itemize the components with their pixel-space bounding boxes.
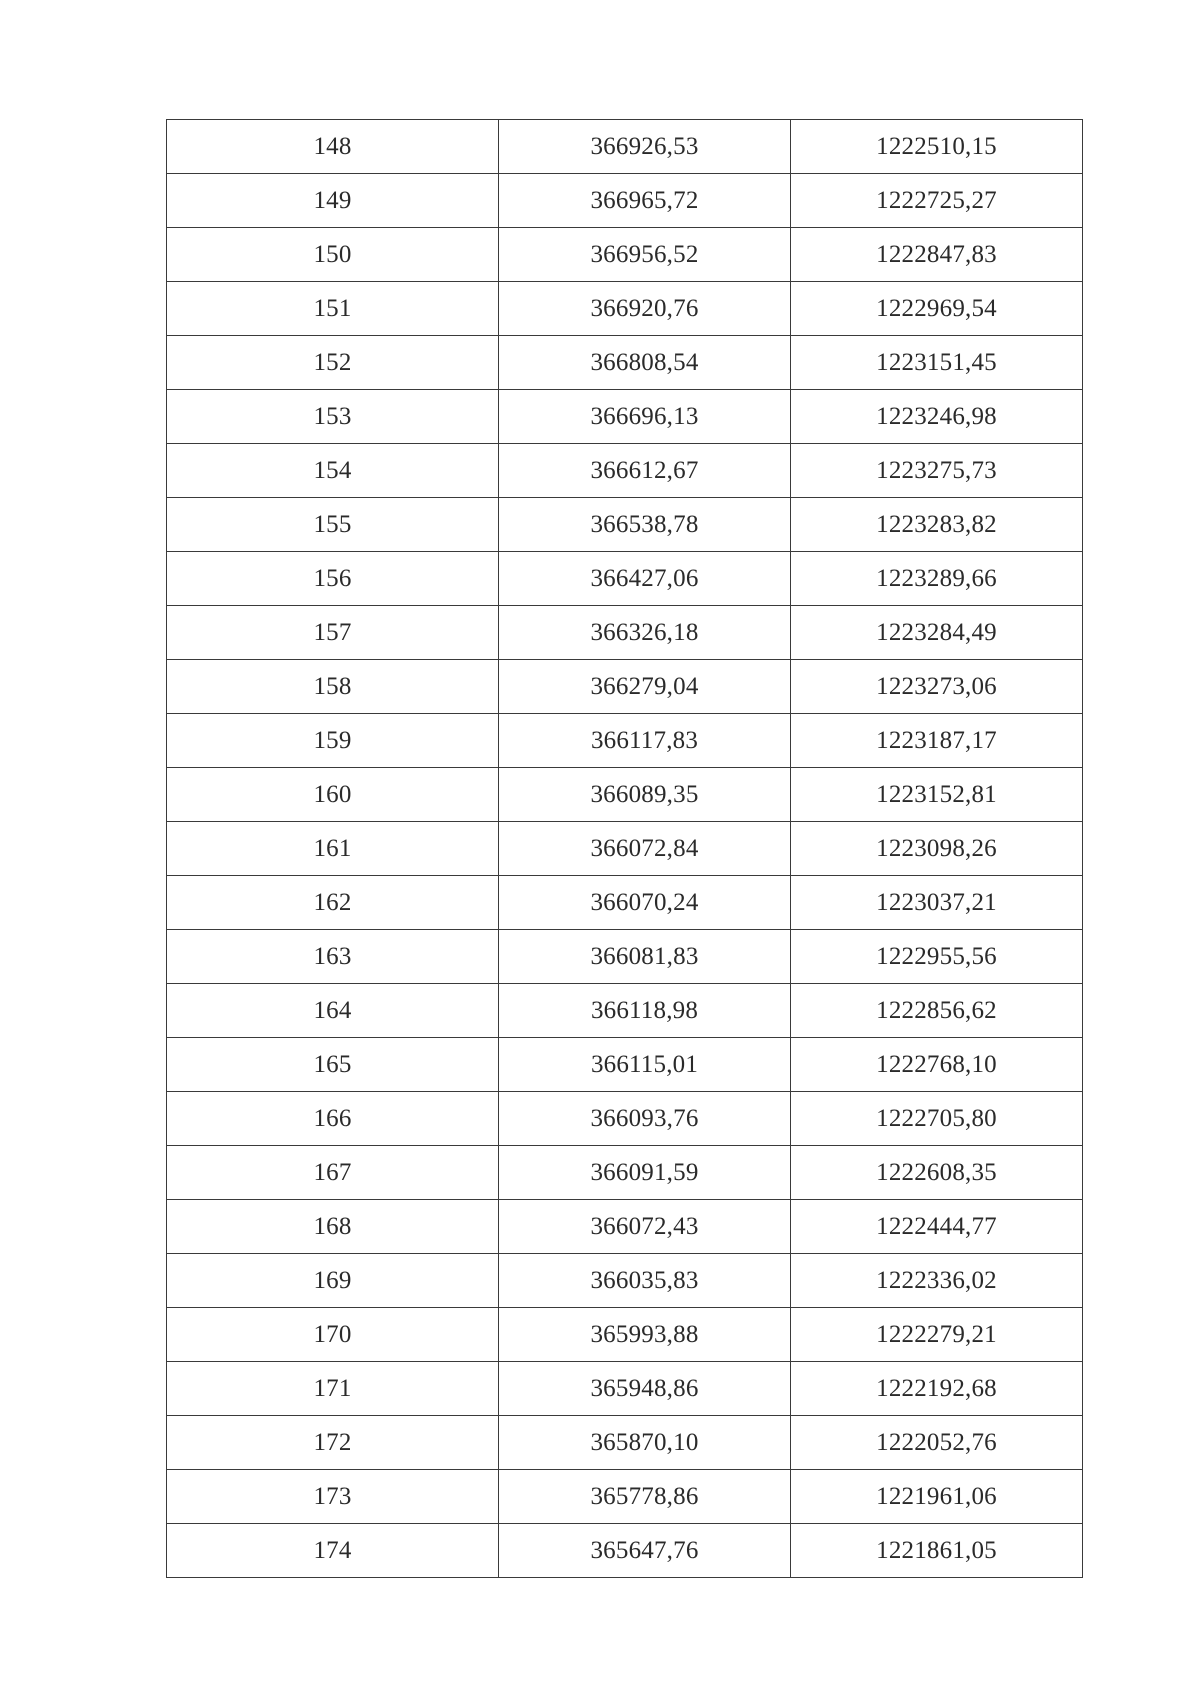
table-row — [167, 1308, 1083, 1362]
point-number-cell: 167 — [167, 1146, 499, 1200]
y-coordinate-cell: 1223275,73 — [791, 444, 1083, 498]
y-coordinate-cell: 1222279,21 — [791, 1308, 1083, 1362]
point-number-cell: 159 — [167, 714, 499, 768]
x-coordinate-cell: 366926,53 — [499, 120, 791, 174]
y-coordinate-cell: 1222955,56 — [791, 930, 1083, 984]
y-coordinate-cell: 1222336,02 — [791, 1254, 1083, 1308]
x-coordinate-cell: 366326,18 — [499, 606, 791, 660]
y-coordinate-cell: 1223284,49 — [791, 606, 1083, 660]
point-number-cell: 164 — [167, 984, 499, 1038]
x-coordinate-cell: 365993,88 — [499, 1308, 791, 1362]
point-number-cell: 155 — [167, 498, 499, 552]
table-row — [167, 228, 1083, 282]
y-coordinate-cell: 1222192,68 — [791, 1362, 1083, 1416]
table-row — [167, 336, 1083, 390]
table-row — [167, 1524, 1083, 1578]
point-number-cell: 171 — [167, 1362, 499, 1416]
x-coordinate-cell: 366427,06 — [499, 552, 791, 606]
x-coordinate-cell: 366091,59 — [499, 1146, 791, 1200]
y-coordinate-cell: 1223152,81 — [791, 768, 1083, 822]
point-number-cell: 163 — [167, 930, 499, 984]
x-coordinate-cell: 366070,24 — [499, 876, 791, 930]
y-coordinate-cell: 1222768,10 — [791, 1038, 1083, 1092]
x-coordinate-cell: 366956,52 — [499, 228, 791, 282]
y-coordinate-cell: 1222847,83 — [791, 228, 1083, 282]
y-coordinate-cell: 1223037,21 — [791, 876, 1083, 930]
y-coordinate-cell: 1222052,76 — [791, 1416, 1083, 1470]
x-coordinate-cell: 365870,10 — [499, 1416, 791, 1470]
y-coordinate-cell: 1221861,05 — [791, 1524, 1083, 1578]
y-coordinate-cell: 1222608,35 — [791, 1146, 1083, 1200]
table-row — [167, 876, 1083, 930]
point-number-cell: 156 — [167, 552, 499, 606]
y-coordinate-cell: 1223246,98 — [791, 390, 1083, 444]
coordinates-table-container — [166, 119, 1082, 1578]
x-coordinate-cell: 366117,83 — [499, 714, 791, 768]
y-coordinate-cell: 1223151,45 — [791, 336, 1083, 390]
table-row — [167, 282, 1083, 336]
x-coordinate-cell: 366118,98 — [499, 984, 791, 1038]
x-coordinate-cell: 366081,83 — [499, 930, 791, 984]
y-coordinate-cell: 1222705,80 — [791, 1092, 1083, 1146]
y-coordinate-cell: 1222510,15 — [791, 120, 1083, 174]
table-row — [167, 1200, 1083, 1254]
point-number-cell: 152 — [167, 336, 499, 390]
table-row — [167, 714, 1083, 768]
y-coordinate-cell: 1223273,06 — [791, 660, 1083, 714]
x-coordinate-cell: 366072,84 — [499, 822, 791, 876]
point-number-cell: 165 — [167, 1038, 499, 1092]
y-coordinate-cell: 1223187,17 — [791, 714, 1083, 768]
point-number-cell: 174 — [167, 1524, 499, 1578]
table-row — [167, 1146, 1083, 1200]
table-row — [167, 390, 1083, 444]
x-coordinate-cell: 365647,76 — [499, 1524, 791, 1578]
y-coordinate-cell: 1223283,82 — [791, 498, 1083, 552]
table-row — [167, 498, 1083, 552]
point-number-cell: 161 — [167, 822, 499, 876]
point-number-cell: 148 — [167, 120, 499, 174]
point-number-cell: 154 — [167, 444, 499, 498]
coordinates-table — [166, 119, 1083, 1578]
table-row — [167, 1362, 1083, 1416]
point-number-cell: 173 — [167, 1470, 499, 1524]
y-coordinate-cell: 1223098,26 — [791, 822, 1083, 876]
y-coordinate-cell: 1222856,62 — [791, 984, 1083, 1038]
table-row — [167, 768, 1083, 822]
table-row — [167, 120, 1083, 174]
point-number-cell: 151 — [167, 282, 499, 336]
table-row — [167, 1470, 1083, 1524]
table-row — [167, 1416, 1083, 1470]
table-row — [167, 444, 1083, 498]
x-coordinate-cell: 366538,78 — [499, 498, 791, 552]
x-coordinate-cell: 366612,67 — [499, 444, 791, 498]
point-number-cell: 168 — [167, 1200, 499, 1254]
point-number-cell: 170 — [167, 1308, 499, 1362]
table-row — [167, 606, 1083, 660]
point-number-cell: 172 — [167, 1416, 499, 1470]
y-coordinate-cell: 1222969,54 — [791, 282, 1083, 336]
y-coordinate-cell: 1221961,06 — [791, 1470, 1083, 1524]
y-coordinate-cell: 1222444,77 — [791, 1200, 1083, 1254]
x-coordinate-cell: 366115,01 — [499, 1038, 791, 1092]
table-row — [167, 660, 1083, 714]
table-row — [167, 1038, 1083, 1092]
table-row — [167, 984, 1083, 1038]
x-coordinate-cell: 366089,35 — [499, 768, 791, 822]
x-coordinate-cell: 366035,83 — [499, 1254, 791, 1308]
x-coordinate-cell: 365778,86 — [499, 1470, 791, 1524]
table-row — [167, 552, 1083, 606]
x-coordinate-cell: 366279,04 — [499, 660, 791, 714]
point-number-cell: 162 — [167, 876, 499, 930]
table-row — [167, 174, 1083, 228]
point-number-cell: 160 — [167, 768, 499, 822]
x-coordinate-cell: 366093,76 — [499, 1092, 791, 1146]
x-coordinate-cell: 366920,76 — [499, 282, 791, 336]
point-number-cell: 166 — [167, 1092, 499, 1146]
x-coordinate-cell: 366808,54 — [499, 336, 791, 390]
y-coordinate-cell: 1222725,27 — [791, 174, 1083, 228]
point-number-cell: 169 — [167, 1254, 499, 1308]
y-coordinate-cell: 1223289,66 — [791, 552, 1083, 606]
x-coordinate-cell: 366696,13 — [499, 390, 791, 444]
point-number-cell: 150 — [167, 228, 499, 282]
point-number-cell: 153 — [167, 390, 499, 444]
x-coordinate-cell: 365948,86 — [499, 1362, 791, 1416]
x-coordinate-cell: 366072,43 — [499, 1200, 791, 1254]
table-row — [167, 930, 1083, 984]
table-row — [167, 1254, 1083, 1308]
x-coordinate-cell: 366965,72 — [499, 174, 791, 228]
table-row — [167, 1092, 1083, 1146]
point-number-cell: 149 — [167, 174, 499, 228]
table-row — [167, 822, 1083, 876]
point-number-cell: 158 — [167, 660, 499, 714]
point-number-cell: 157 — [167, 606, 499, 660]
coordinates-table-body — [167, 120, 1083, 1578]
